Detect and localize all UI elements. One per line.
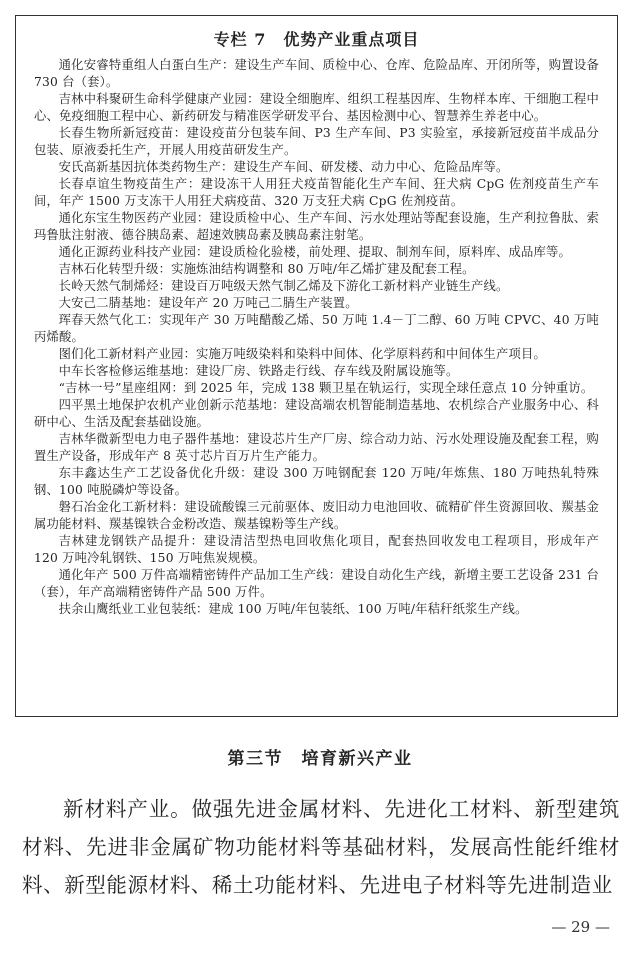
project-item: 图们化工新材料产业园：实施万吨级染料和染料中间体、化学原料药和中间体生产项目。 — [58, 347, 546, 361]
project-item: 大安己二腈基地：建设年产 20 万吨己二腈生产装置。 — [58, 296, 358, 310]
project-item: 安氏高新基因抗体类药物生产：建设生产车间、研发楼、动力中心、危险品库等。 — [58, 160, 509, 174]
section-title: 第三节 培育新兴产业 — [227, 749, 413, 769]
project-item: 扶余山鹰纸业工业包装纸：建成 100 万吨/年包装纸、100 万吨/年秸秆纸浆生产线。 — [58, 602, 528, 616]
project-item: 长岭天然气制烯烃：建设百万吨级天然气制乙烯及下游化工新材料产业链生产线。 — [58, 279, 509, 293]
project-item: 通化正源药业科技产业园：建设质检化验楼，前处理、提取、制剂车间，原料库、成品库等。 — [58, 245, 571, 259]
project-item: 吉林石化转型升级：实施炼油结构调整和 80 万吨/年乙烯扩建及配套工程。 — [58, 262, 475, 276]
project-item: 通化安睿特重组人白蛋白生产：建设生产车间、质检中心、仓库、危险品库、开闭所等，购置设备 730 台（套）。 — [34, 58, 599, 89]
project-item: 吉林中科聚研生命科学健康产业园：建设全细胞库、组织工程基因库、生物样本库、干细胞工程中心、免疫细胞工程中心、新药研发与精准医学研发平台、基因检测中心、智慧养生养老中心。 — [34, 92, 599, 123]
project-item: 通化年产 500 万件高端精密铸件产品加工生产线：建设自动化生产线，新增主要工艺设备 231 台（套），年产高端精密铸件产品 500 万件。 — [34, 568, 599, 599]
project-item: 四平黑土地保护农机产业创新示范基地：建设高端农机智能制造基地、农机综合产业服务中心、科研中心、生活及配套基础设施。 — [34, 398, 599, 429]
project-item: 磐石冶金化工新材料：建设硫酸镍三元前驱体、废旧动力电池回收、硫精矿伴生资源回收、羰基金属功能材料、羰基镍铁合金粉改造、羰基镍粉等生产线。 — [34, 500, 599, 531]
project-item: “吉林一号”星座组网：到 2025 年，完成 138 颗卫星在轨运行，实现全球任意点 10 分钟重访。 — [58, 381, 594, 395]
project-item: 吉林建龙钢铁产品提升：建设清洁型热电回收焦化项目，配套热回收发电工程项目，形成年产 120 万吨冷轧钢铁、150 万吨焦炭规模。 — [34, 534, 599, 565]
project-item: 珲春天然气化工：实现年产 30 万吨醋酸乙烯、50 万吨 1.4－丁二醇、60 万吨 CPVC、40 万吨丙烯酸。 — [34, 313, 599, 344]
project-item: 中车长客检修运维基地：建设厂房、铁路走行线、存车线及附属设施等。 — [58, 364, 459, 378]
project-item: 吉林华微新型电力电子器件基地：建设芯片生产厂房、综合动力站、污水处理设施及配套工程，购置生产设备，形成年产 8 英寸芯片百万片生产能力。 — [34, 432, 599, 463]
box-title: 专栏 7 优势产业重点项目 — [213, 30, 420, 49]
project-item: 长春生物所新冠疫苗：建设疫苗分包装车间、P3 生产车间、P3 实验室，承接新冠疫苗半成品分包装、原液委托生产，开展人用疫苗研发生产。 — [34, 126, 599, 157]
body-paragraph: 新材料产业。做强先进金属材料、先进化工材料、新型建筑材料、先进非金属矿物功能材料等基础材料，发展高性能纤维材料、新型能源材料、稀土功能材料、先进电子材料等先进制造业 — [22, 797, 620, 897]
feature-box — [15, 15, 618, 717]
project-item: 东丰鑫达生产工艺设备优化升级：建设 300 万吨钢配套 120 万吨/年炼焦、180 万吨热轧特殊钢、100 吨脱磷炉等设备。 — [34, 466, 599, 497]
project-item: 长春卓谊生物疫苗生产：建设冻干人用狂犬疫苗智能化生产车间、狂犬病 CpG 佐剂疫苗生产车间，年产 1500 万支冻干人用狂犬病疫苗、320 万支狂犬病 CpG 佐剂疫苗。 — [34, 177, 599, 208]
project-item: 通化东宝生物医药产业园：建设质检中心、生产车间、污水处理站等配套设施，生产利拉鲁肽、索玛鲁肽注射液、德谷胰岛素、超速效胰岛素及胰岛素注射笔。 — [34, 211, 599, 242]
page-number: — 29 — — [551, 918, 610, 936]
